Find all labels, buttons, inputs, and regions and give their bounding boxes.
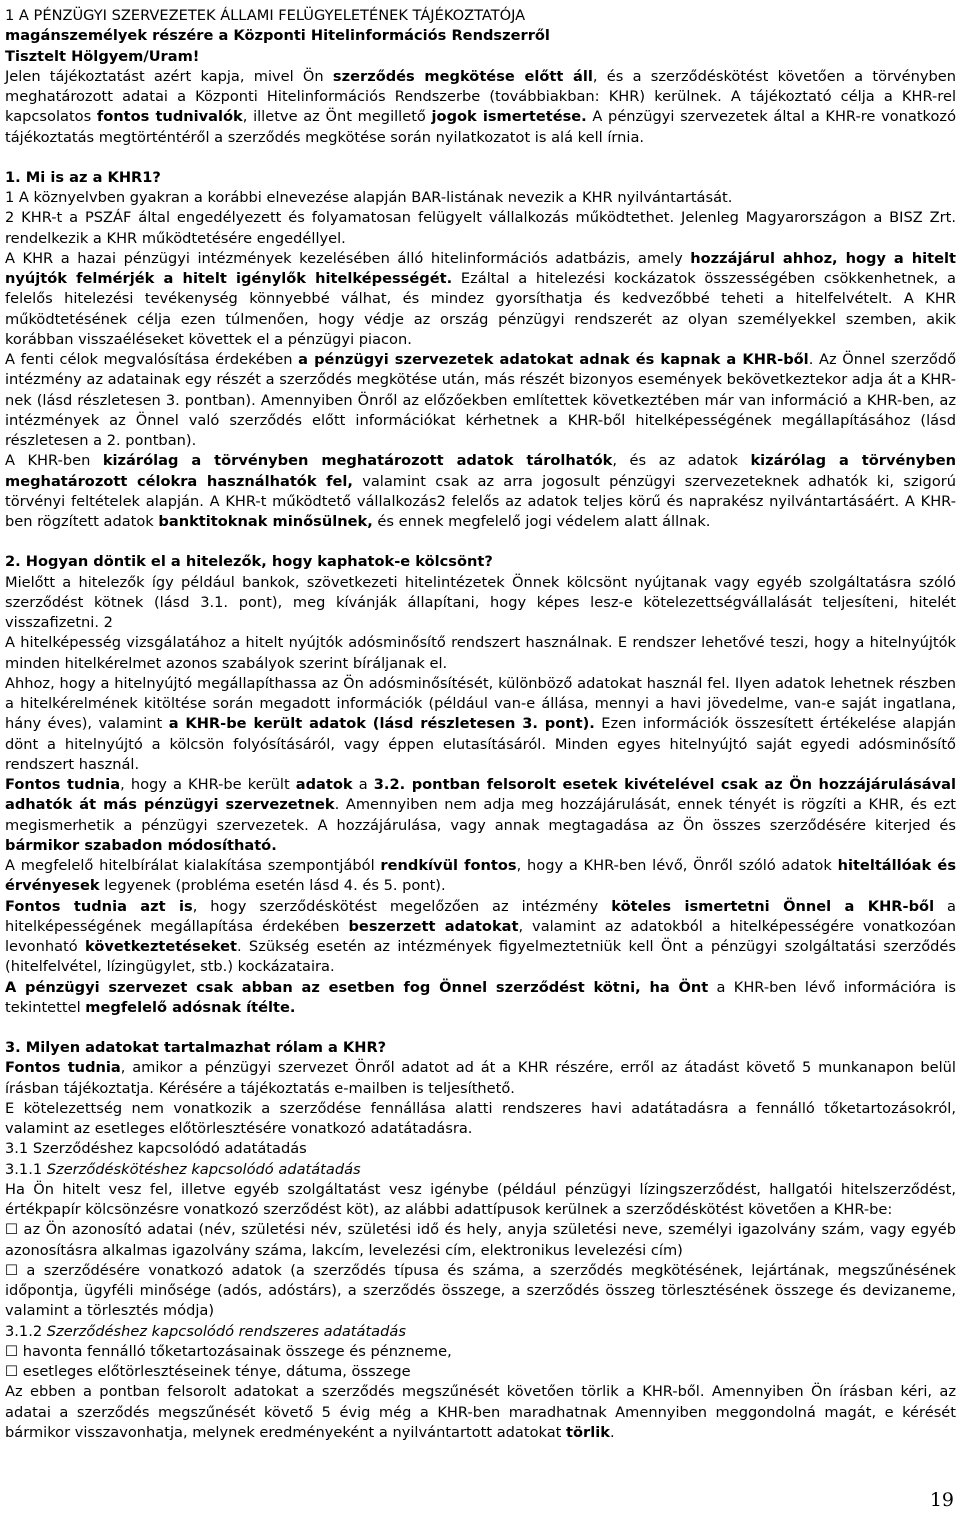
- subsection-3-1-1-heading: 3.1.1 Szerződéskötéshez kapcsolódó adatátadás: [5, 1160, 361, 1178]
- subsection-3-1-2-heading: 3.1.2 Szerződéshez kapcsolódó rendszeres adatátadás: [5, 1322, 406, 1340]
- section-1-heading: 1. Mi is az a KHR1?: [5, 168, 161, 186]
- spacer: [5, 532, 956, 552]
- page-number: 19: [929, 1489, 954, 1511]
- section-2-paragraph: Ahhoz, hogy a hitelnyújtó megállapíthassa az Ön adósminősítését, különböző adatokat használ fel. Ilyen adatok lehetnek részben a hitelkérelmének kitöltése során megadott információk (például van-e állása, mennyi a havi jövedelme, van-e saját ingatlana, hány éves), valamint a KHR-be került adatok (lásd részletesen 3. pont). Ezen információk összesített értékelése alapján dönt a hitelnyújtó a kölcsön folyósításáról, vagy éppen elutasításáról. Minden egyes hitelnyújtó saját egyedi adósminősítő rendszert használ.: [5, 674, 956, 773]
- document-title: 1 A PÉNZÜGYI SZERVEZETEK ÁLLAMI FELÜGYELETÉNEK TÁJÉKOZTATÓJA: [5, 7, 526, 24]
- section-3-paragraph: E kötelezettség nem vonatkozik a szerződése fennállása alatti rendszeres havi adatátadásra a fennálló tőketartozásokról, valamint az esetleges előtörlesztésére vonatkozó adatátadásra.: [5, 1099, 956, 1137]
- spacer: [5, 148, 956, 168]
- section-2-paragraph: Mielőtt a hitelezők így például bankok, szövetkezeti hitelintézetek Önnek kölcsönt nyújtanak vagy egyéb szolgáltatásra szóló szerződést kötnek (lásd 3.1. pont), meg kívánják állapítani, hogy képes lesz-e kötelezettségvállalását teljesíteni, hitelét visszafizetni. 2: [5, 573, 956, 631]
- section-3-paragraph: Ha Ön hitelt vesz fel, illetve egyéb szolgáltatást vesz igénybe (például pénzügyi lízingszerződést, hallgatói hitelszerződést, értékpapír kölcsönzésre vonatkozó szerződést köt), az alábbi adattípusok kerülnek a szerződéskötést követően a KHR-be:: [5, 1180, 956, 1218]
- section-2-paragraph: Fontos tudnia, hogy a KHR-be került adatok a 3.2. pontban felsorolt esetek kivételével csak az Ön hozzájárulásával adhatók át más pénzügyi szervezetnek. Amennyiben nem adja meg hozzájárulását, ennek tényét is rögzíti a KHR, és ezt megismerhetik a pénzügyi szervezetek. A hozzájárulása, vagy annak megtagadása az Ön összes szerződésére kiterjed és bármikor szabadon módosítható.: [5, 776, 956, 854]
- checkbox-list-item: ☐ a szerződésére vonatkozó adatok (a szerződés típusa és száma, a szerződés megkötésének, lejártának, megszűnésének időpontja, ügyféli minősége (adós, adóstárs), a szerződés összege, a szerződés összeg törlesztésének összege és devizaneme, valamint a törlesztés módja): [5, 1261, 956, 1320]
- footnote-2: 2 KHR-t a PSZÁF által engedélyezett és folyamatosan felügyelt vállalkozás működtethet. Jelenleg Magyarországon a BISZ Zrt. rendelkezik a KHR működtetésére engedéllyel.: [5, 209, 956, 247]
- section-2-paragraph: A megfelelő hitelbírálat kialakítása szempontjából rendkívül fontos, hogy a KHR-ben lévő, Önről szóló adatok hiteltállóak és érvényesek legyenek (probléma esetén lásd 4. és 5. pont).: [5, 857, 957, 895]
- checkbox-icon: ☐: [5, 1342, 19, 1360]
- section-1-paragraph: A KHR a hazai pénzügyi intézmények kezelésében álló hitelinformációs adatbázis, amely hozzájárul ahhoz, hogy a hitelt nyújtók felmérjék a hitelt igénylők hitelképességét. Ezáltal a hitelezési kockázatok összességében csökkenhetnek, a felelős hitelezési tevékenység könnyebbé válhat, és mindez gyorsíthatja és kedvezőbbé teheti a hitelfelvételt. A KHR működtetésének célja ezen túlmenően, hogy védje az ország pénzügyi rendszerét az olyan személyekkel szemben, akik korábban visszaéléseket követtek el a pénzügyi piacon.: [5, 249, 956, 348]
- section-2-paragraph: A pénzügyi szervezet csak abban az esetben fog Önnel szerződést kötni, ha Önt a KHR-ben lévő információra is tekintettel megfelelő adósnak ítélte.: [5, 978, 956, 1016]
- section-3-paragraph: Az ebben a pontban felsorolt adatokat a szerződés megszűnését követően törlik a KHR-ből. Amennyiben Ön írásban kéri, az adatai a szerződés megszűnését követő 5 évig még a KHR-ben maradhatnak Amennyiben meggondolná magát, e kérését bármikor visszavonhatja, melynek eredményeként a nyilvántartott adatokat törlik.: [5, 1383, 956, 1441]
- greeting: Tisztelt Hölgyem/Uram!: [5, 47, 200, 65]
- intro-paragraph: Jelen tájékoztatást azért kapja, mivel Ön szerződés megkötése előtt áll, és a szerződéskötést követően a törvényben meghatározott adatai a Központi Hitelinformációs Rendszerbe (továbbiakban: KHR) kerülnek. A tájékoztató célja a KHR-rel kapcsolatos fontos tudnivalók, illetve az Önt megillető jogok ismertetése. A pénzügyi szervezetek által a KHR-re vonatkozó tájékoztatás megtörténtéről a szerződés megkötése során nyilatkozatot is alá kell írnia.: [5, 67, 957, 146]
- section-2-heading: 2. Hogyan döntik el a hitelezők, hogy kaphatok-e kölcsönt?: [5, 553, 493, 571]
- section-2-paragraph: Fontos tudnia azt is, hogy szerződéskötést megelőzően az intézmény köteles ismertetni Önnel a KHR-ből a hitelképességének megállapítása érdekében beszerzett adatokat, valamint az adatokból a hitelképességére vonatkozóan levonható következtetéseket. Szükség esetén az intézmények figyelmeztetniük kell Önt a pénzügyi szolgáltatási szerződés (hitelfelvétel, lízingügylet, stb.) kockázataira.: [5, 897, 956, 976]
- checkbox-icon: ☐: [5, 1363, 19, 1380]
- section-3-heading: 3. Milyen adatokat tartalmazhat rólam a KHR?: [5, 1039, 387, 1056]
- section-1-paragraph: A KHR-ben kizárólag a törvényben meghatározott adatok tárolhatók, és az adatok kizárólag a törvényben meghatározott célokra használhatók fel, valamint csak az arra jogosult pénzügyi szervezeteknek adhatók ki, szigorú törvényi feltételek alapján. A KHR-t működtető vállalkozás2 felelős az adatok teljes körű és naprakész nyilvántartásáért. A KHR-ben rögzített adatok banktitoknak minősülnek, és ennek megfelelő jogi védelem alatt állnak.: [5, 452, 957, 530]
- document-page: [5, 6, 956, 1443]
- checkbox-list-item: ☐ az Ön azonosító adatai (név, születési név, születési idő és hely, anyja születési neve, személyi igazolvány szám, vagy egyéb azonosításra alkalmas igazolvány száma, lakcím, levelezési cím, elektronikus levelezési cím): [5, 1221, 956, 1259]
- section-1-paragraph: A fenti célok megvalósítása érdekében a pénzügyi szervezetek adatokat adnak és kapnak a KHR-ből. Az Önnel szerződő intézmény az adatainak egy részét a szerződés megkötése után, más részét bizonyos események bekövetkeztekor adja át a KHR-nek (lásd részletesen 3. pontban). Amennyiben Önről az előzőekben említettek következtében már van információ a KHR-ben, az intézmények az Önnel való szerződés előtt információkat kérhetnek a KHR-ből hitelképességének megállapításához (lásd részletesen a 2. pontban).: [5, 351, 957, 449]
- checkbox-list-item: ☐ havonta fennálló tőketartozásainak összege és pénzneme,: [5, 1342, 452, 1360]
- checkbox-icon: ☐: [5, 1261, 19, 1279]
- checkbox-icon: ☐: [5, 1221, 19, 1239]
- checkbox-list-item: ☐ esetleges előtörlesztéseinek ténye, dátuma, összege: [5, 1363, 411, 1380]
- spacer: [5, 1018, 956, 1038]
- section-2-paragraph: A hitelképesség vizsgálatához a hitelt nyújtók adósminősítő rendszert használnak. E rendszer lehetővé teszi, hogy a hitelnyújtók minden hitelkérelmet azonos szabályok szerint bíráljanak el.: [5, 634, 956, 672]
- section-3-paragraph: Fontos tudnia, amikor a pénzügyi szervezet Önről adatot ad át a KHR részére, erről az átadást követő 5 munkanapon belül írásban tájékoztatja. Kérésére a tájékoztatás e-mailben is teljesíthető.: [5, 1059, 956, 1097]
- subsection-3-1-heading: 3.1 Szerződéshez kapcsolódó adatátadás: [5, 1140, 307, 1158]
- document-subtitle: magánszemélyek részére a Központi Hitelinformációs Rendszerről: [5, 27, 550, 45]
- footnote-1: 1 A köznyelvben gyakran a korábbi elnevezése alapján BAR-listának nevezik a KHR nyilvántartását.: [5, 189, 733, 206]
